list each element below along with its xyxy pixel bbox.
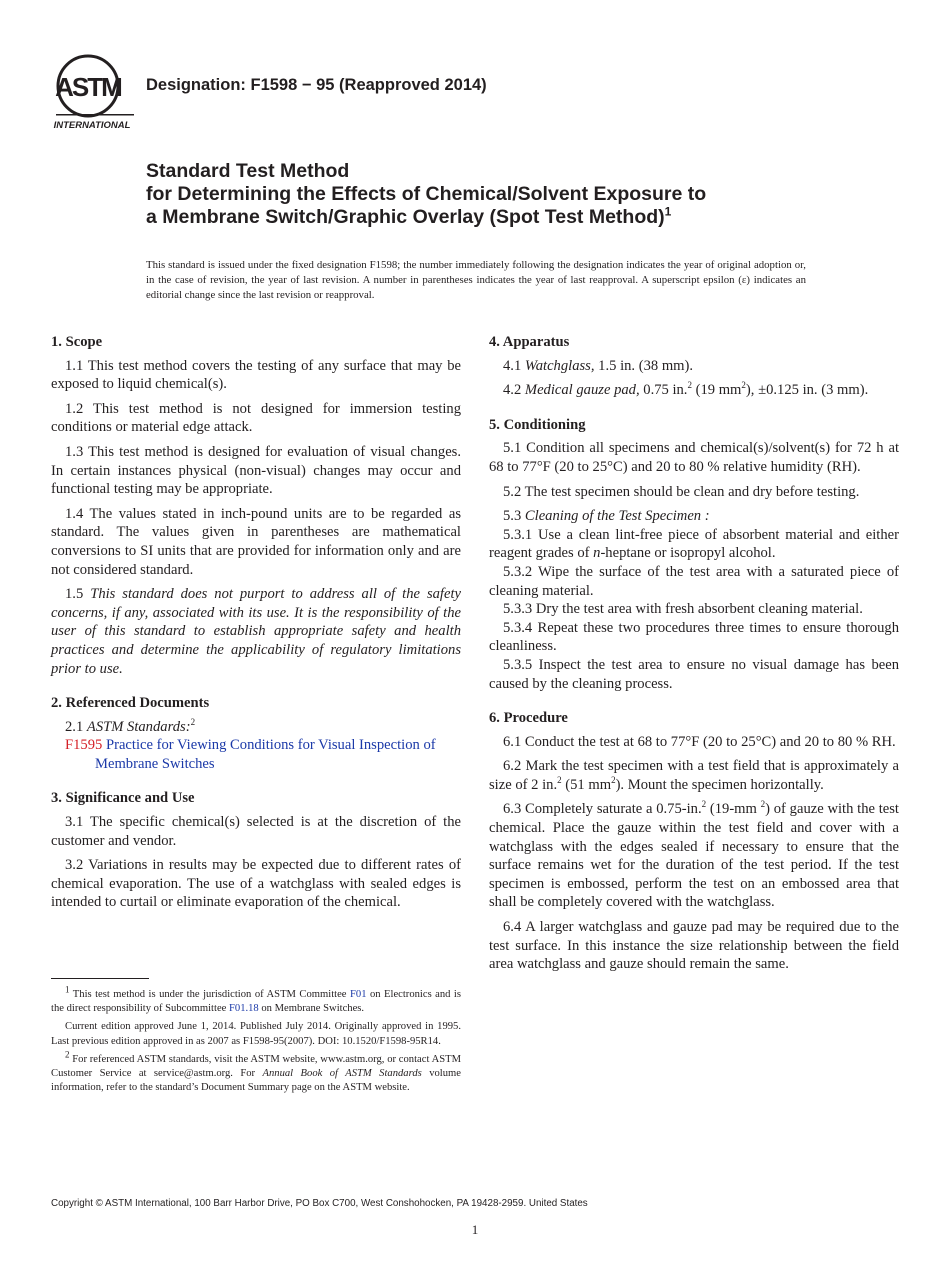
text: (19-mm: [706, 801, 761, 818]
title-line-3-text: a Membrane Switch/Graphic Overlay (Spot Test Method): [146, 206, 665, 228]
paragraph: 1.3 This test method is designed for evaluation of visual changes. In certain instances physical (non-visual) changes may occur and functional testing may be appropriate.: [51, 443, 461, 498]
paragraph: 1.1 This test method covers the testing of any surface that may be exposed to liquid chemical(s).: [51, 357, 461, 393]
document-title: [146, 160, 846, 229]
paragraph-number: 1.5: [65, 586, 84, 603]
reference-title-link[interactable]: Practice for Viewing Conditions for Visual Inspection of Membrane Switches: [95, 737, 436, 772]
superscript: 2: [760, 799, 766, 810]
text: For referenced ASTM standards, visit the ASTM website, www.astm.org, or contact ASTM Customer Service at service@astm.org. For: [51, 1053, 461, 1080]
paragraph: [489, 526, 899, 563]
section-referenced-documents: [51, 694, 461, 773]
footnotes: [51, 984, 462, 1099]
italic-text: Annual Book of ASTM Standards: [262, 1068, 422, 1080]
section-heading: 4. Apparatus: [489, 334, 570, 350]
paragraph: [51, 718, 461, 737]
paragraph: 3.2 Variations in results may be expected due to different rates of chemical evaporation. The use of a watchglass with sealed edges is intended to curtail or eliminate evaporation of the chemical.: [51, 857, 461, 911]
footnote-1: [51, 984, 462, 1016]
astm-logo-icon: [50, 52, 136, 134]
paragraph: 5.3.4 Repeat these two procedures three times to ensure thorough cleanliness.: [489, 619, 899, 655]
term: Medical gauze pad,: [524, 382, 640, 399]
designation: Designation: F1598 − 95 (Reapproved 2014): [146, 76, 487, 94]
section-heading: 2. Referenced Documents: [51, 695, 210, 712]
paragraph: 6.1 Conduct the test at 68 to 77°F (20 to 25°C) and 20 to 80 % RH.: [503, 733, 896, 750]
paragraph-text: 1.5 in. (38 mm).: [598, 357, 694, 374]
section-apparatus: [489, 333, 899, 400]
footnote-mark: 2: [190, 716, 196, 727]
section-scope: [51, 333, 461, 678]
text: 5.3.1 Use a clean lint-free piece of absorbent material and either reagent grades of: [489, 526, 899, 562]
paragraph: 3.1 The specific chemical(s) selected is at the discretion of the customer and vendor.: [51, 814, 461, 849]
edition-note: Current edition approved June 1, 2014. Published July 2014. Originally approved in 1995. Last previous edition approved in as 2007 as F1598-95(2007). DOI: 10.1520/F1598-95R14.: [51, 1021, 461, 1047]
section-conditioning: [489, 416, 899, 693]
section-heading: 5. Conditioning: [489, 416, 586, 433]
footnote-mark: 1: [65, 984, 70, 995]
paragraph-number: 4.2: [503, 382, 522, 399]
footnote-divider: [51, 978, 149, 979]
safety-caveat: This standard does not purport to address all of the safety concerns, if any, associated with its use. It is the responsibility of the user of this standard to establish appropriate safety and health practices and determine the applicability of regulatory limitations prior to use.: [51, 586, 461, 677]
text: ). Mount the specimen horizontally.: [615, 776, 824, 793]
issue-note: This standard is issued under the fixed designation F1598; the number immediately following the designation indicates the year of original adoption or, in the case of revision, the year of last revision. A number in parentheses indicates the year of last reapproval. A superscript epsilon (ε) indicates an editorial change since the last revision or reapproval.: [146, 259, 806, 301]
committee-link[interactable]: F01: [350, 989, 367, 1000]
text: (51 mm: [561, 776, 612, 793]
footnote-2: [51, 1049, 461, 1096]
section-heading: 1. Scope: [51, 334, 103, 350]
text: on Electronics and is the direct responsibility of Subcommittee: [51, 989, 462, 1015]
paragraph-number: 4.1: [503, 357, 522, 374]
title-line-1: Standard Test Method: [146, 160, 350, 182]
paragraph: [489, 357, 899, 376]
section-significance: [51, 789, 461, 912]
paragraph: 6.4 A larger watchglass and gauze pad may be required due to the test surface. In this instance the size relationship between the field area watchglass and gauze should remain the same.: [489, 919, 899, 973]
astm-logo: [50, 52, 136, 134]
superscript: 2: [687, 380, 692, 391]
paragraph-number: 2.1: [65, 718, 84, 735]
reference-code[interactable]: F1595: [65, 737, 103, 754]
paragraph: [489, 507, 899, 526]
superscript: 2: [557, 775, 562, 786]
text: -heptane or isopropyl alcohol.: [600, 545, 776, 562]
text: volume information, refer to the standard’s Document Summary page on the ASTM website.: [51, 1068, 461, 1094]
svg-text:ASTM: ASTM: [55, 72, 121, 102]
paragraph: 1.4 The values stated in inch-pound units are to be regarded as standard. The values given in parentheses are mathematical conversions to SI units that are provided for information only and are not considered standard.: [51, 505, 461, 578]
text: (19 mm: [691, 382, 742, 399]
text: 6.3 Completely saturate a 0.75-in.: [503, 801, 702, 818]
text: ), ±0.125 in. (3 mm).: [745, 382, 869, 399]
text: ) of gauze with the test chemical. Place the gauze within the test field and cover with a watchglass with the edges sealed if necessary to ensure that the surface remains wet for the duration of the test period. If the test specimen is embossed, perform the test on an embossed area that shall be completely covered with the watchglass.: [489, 801, 899, 911]
section-procedure: [489, 709, 899, 974]
svg-text:INTERNATIONAL: INTERNATIONAL: [53, 120, 131, 131]
paragraph: [489, 800, 899, 912]
paragraph: [489, 381, 899, 400]
italic-n: n: [593, 545, 601, 562]
paragraph: 5.3.3 Dry the test area with fresh absorbent cleaning material.: [503, 601, 863, 618]
copyright: Copyright © ASTM International, 100 Barr Harbor Drive, PO Box C700, West Conshohocken, PA 19428-2959. United States: [51, 1198, 588, 1209]
title-line-3: [146, 206, 846, 229]
text: This test method is under the jurisdiction of ASTM Committee: [72, 989, 350, 1000]
footnote-mark: 2: [65, 1049, 70, 1060]
paragraph: 5.3.5 Inspect the test area to ensure no visual damage has been caused by the cleaning process.: [489, 656, 899, 692]
superscript: 2: [701, 799, 707, 810]
section-heading: 3. Significance and Use: [51, 790, 195, 807]
paragraph: [489, 757, 899, 794]
subcommittee-link[interactable]: F01.18: [229, 1003, 259, 1015]
superscript: 2: [741, 380, 746, 391]
left-column: [51, 333, 461, 928]
term: Watchglass,: [524, 357, 595, 374]
title-line-2: for Determining the Effects of Chemical/Solvent Exposure to: [146, 183, 707, 205]
paragraph: 5.2 The test specimen should be clean and dry before testing.: [503, 483, 860, 500]
title-footnote-mark: 1: [664, 204, 672, 219]
paragraph: 5.1 Condition all specimens and chemical(s)/solvent(s) for 72 h at 68 to 77°F (20 to 25°C) and 20 to 80 % relative humidity (RH).: [489, 440, 899, 475]
text: 0.75 in.: [643, 382, 688, 399]
reference-f1595[interactable]: [51, 736, 461, 773]
paragraph: 1.2 This test method is not designed for immersion testing conditions or material edge attack.: [51, 400, 461, 436]
section-heading: 6. Procedure: [489, 710, 568, 727]
paragraph: [51, 585, 461, 678]
right-column: [489, 333, 899, 990]
superscript: 2: [611, 775, 616, 786]
page-number: 1: [471, 1222, 479, 1237]
paragraph: 5.3.2 Wipe the surface of the test area with a saturated piece of cleaning material.: [489, 563, 899, 599]
subheading: Cleaning of the Test Specimen :: [524, 508, 710, 525]
astm-standards-label: ASTM Standards:: [86, 718, 191, 735]
paragraph-number: 5.3: [503, 508, 522, 525]
text: on Membrane Switches.: [258, 1003, 365, 1015]
text: 6.2 Mark the test specimen with a test field that is approximately a size of 2 in.: [489, 758, 899, 793]
